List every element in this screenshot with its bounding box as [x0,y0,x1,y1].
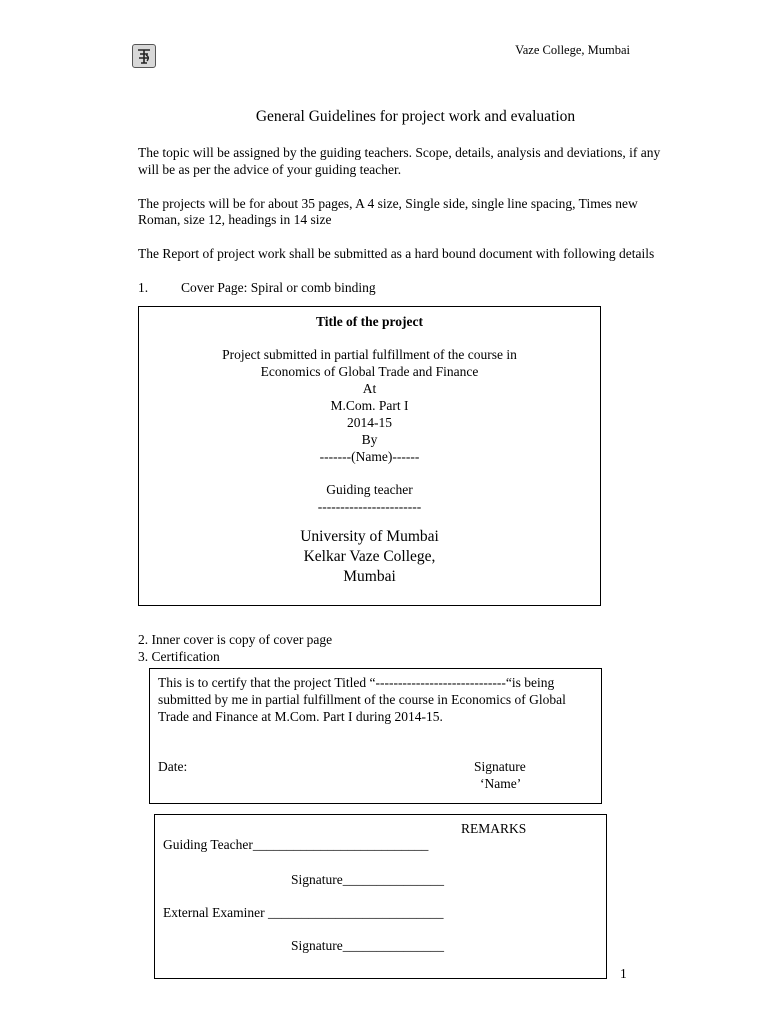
cover-guide-dashes: ----------------------- [317,499,422,514]
signature-line: Signature_______________ [291,938,444,953]
signature-label: Signature [474,759,526,774]
cover-line: Economics of Global Trade and Finance [260,364,479,379]
cover-page-box [138,306,601,606]
certificate-line: submitted by me in partial fulfillment of the course in Economics of Global [158,692,566,707]
signature-line: Signature_______________ [291,872,444,887]
external-examiner-line: External Examiner __________________________ [163,905,444,920]
cover-university: University of Mumbai [300,528,439,545]
list-item-2: 2. Inner cover is copy of cover page [138,632,333,647]
list-item-1-number: 1. [138,280,149,295]
cover-line: At [362,381,377,396]
cover-line: 2014-15 [347,415,392,430]
report-paragraph: The Report of project work shall be submitted as a hard bound document with following details [138,246,655,261]
cover-guide-label: Guiding teacher [326,482,413,497]
date-label: Date: [158,759,188,774]
cover-college: Kelkar Vaze College, [303,548,436,565]
remarks-box [154,814,607,979]
format-paragraph-line1: The projects will be for about 35 pages, A 4 size, Single side, single line spacing, Times new [138,196,638,211]
topic-paragraph-line1: The topic will be assigned by the guiding teachers. Scope, details, analysis and deviations, if any [138,145,661,160]
cover-line: Project submitted in partial fulfillment of the course in [222,347,517,362]
institution-header: Vaze College, Mumbai [515,43,630,57]
page-number: 1 [620,966,627,981]
cover-city: Mumbai [343,568,396,585]
list-item-3: 3. Certification [138,649,220,664]
remarks-heading: REMARKS [461,821,527,836]
cover-line: -------(Name)------ [319,449,420,464]
certification-box [149,668,602,804]
guiding-teacher-line: Guiding Teacher__________________________ [163,837,429,852]
page-title: General Guidelines for project work and evaluation [255,108,576,125]
certificate-line: Trade and Finance at M.Com. Part I during 2014-15. [158,709,443,724]
topic-paragraph-line2: will be as per the advice of your guiding teacher. [138,162,402,177]
college-emblem-icon [132,44,156,68]
cover-title: Title of the project [315,314,424,329]
name-label: ‘Name’ [480,776,522,791]
certificate-line: This is to certify that the project Titled “-----------------------------“is being [158,675,555,690]
cover-line: By [361,432,378,447]
format-paragraph-line2: Roman, size 12, headings in 14 size [138,212,332,227]
cover-line: M.Com. Part I [330,398,409,413]
list-item-1-text: Cover Page: Spiral or comb binding [181,280,376,295]
